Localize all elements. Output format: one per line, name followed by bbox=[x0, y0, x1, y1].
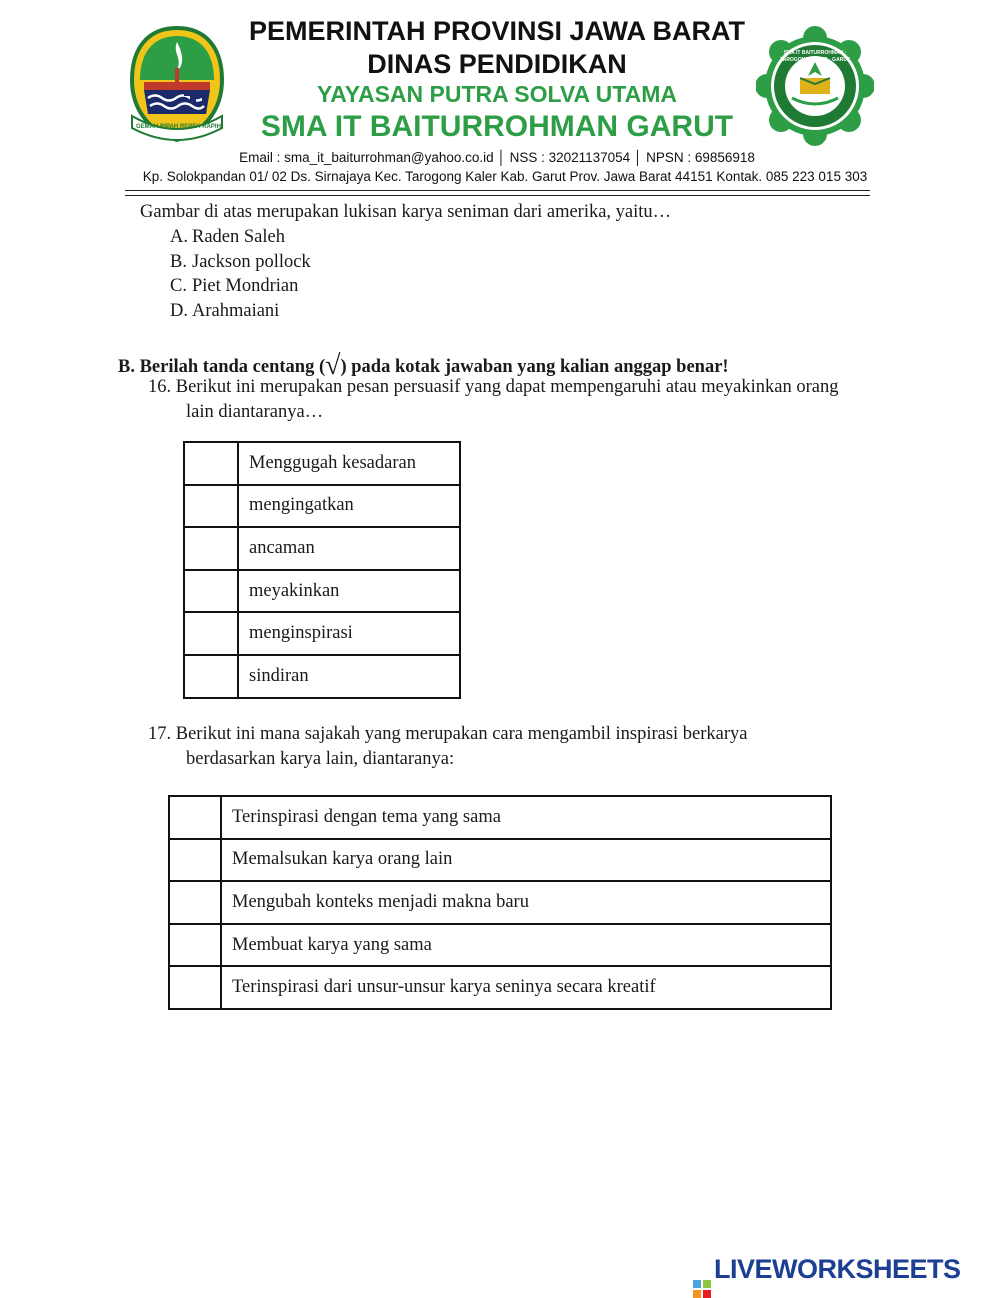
tile-e bbox=[703, 1290, 711, 1298]
letterhead-government: PEMERINTAH PROVINSI JAWA BARAT bbox=[248, 16, 746, 46]
answer-checkbox[interactable] bbox=[184, 655, 238, 698]
question-16-answer-table bbox=[183, 441, 461, 699]
question-17-prompt-cont: berdasarkan karya lain, diantaranya: bbox=[186, 749, 455, 769]
answer-checkbox[interactable] bbox=[169, 839, 221, 882]
answer-label: Menggugah kesadaran bbox=[238, 442, 460, 485]
question-15-prompt: Gambar di atas merupakan lukisan karya seniman dari amerika, yaitu… bbox=[140, 202, 672, 222]
section-b-title-end: ) pada kotak jawaban yang kalian anggap benar! bbox=[340, 357, 729, 377]
answer-label: Terinspirasi dengan tema yang sama bbox=[221, 796, 831, 839]
liveworksheets-wordmark: LIVEWORKSHEETS bbox=[714, 1254, 961, 1284]
letterhead-foundation: YAYASAN PUTRA SOLVA UTAMA bbox=[317, 81, 677, 107]
answer-label: sindiran bbox=[238, 655, 460, 698]
answer-label: Terinspirasi dari unsur-unsur karya seninya secara kreatif bbox=[221, 966, 831, 1009]
right-logo bbox=[756, 26, 874, 146]
letterhead-rule-thin bbox=[125, 195, 870, 196]
answer-row bbox=[184, 485, 460, 528]
answer-label: Mengubah konteks menjadi makna baru bbox=[221, 881, 831, 924]
tile-v bbox=[693, 1290, 701, 1298]
letterhead-school-name: SMA IT BAITURROHMAN GARUT bbox=[260, 110, 734, 143]
answer-label: Membuat karya yang sama bbox=[221, 924, 831, 967]
answer-checkbox[interactable] bbox=[169, 924, 221, 967]
answer-label: Memalsukan karya orang lain bbox=[221, 839, 831, 882]
answer-checkbox[interactable] bbox=[169, 881, 221, 924]
answer-row bbox=[169, 796, 831, 839]
liveworksheets-logo[interactable] bbox=[693, 1254, 961, 1298]
option-letter: C. bbox=[170, 276, 187, 296]
option-b[interactable] bbox=[170, 252, 311, 273]
question-16-prompt: 16. Berikut ini merupakan pesan persuasif yang dapat mempengaruhi atau meyakinkan orang bbox=[148, 377, 839, 397]
option-text: Jackson pollock bbox=[192, 252, 311, 272]
answer-row bbox=[184, 570, 460, 613]
option-text: Raden Saleh bbox=[192, 227, 285, 247]
option-text: Arahmaiani bbox=[192, 301, 280, 321]
letterhead-contact: Email : sma_it_baiturrohman@yahoo.co.id │ NSS : 32021137054 │ NPSN : 69856918 bbox=[239, 150, 755, 165]
option-c[interactable] bbox=[170, 276, 298, 297]
answer-checkbox[interactable] bbox=[184, 485, 238, 528]
answer-checkbox[interactable] bbox=[169, 966, 221, 1009]
answer-row bbox=[184, 655, 460, 698]
option-letter: B. bbox=[170, 252, 187, 272]
answer-checkbox[interactable] bbox=[184, 570, 238, 613]
option-letter: D. bbox=[170, 301, 188, 321]
answer-row bbox=[184, 527, 460, 570]
left-logo-ribbon-text: GEMAH RIPAH REPEH RAPIH bbox=[136, 124, 221, 130]
option-a[interactable] bbox=[170, 227, 285, 248]
right-logo-ring-text: SMA IT BAITURROHMAN · TAROGONG KALER · GARUT bbox=[780, 50, 850, 63]
liveworksheets-tiles-icon bbox=[693, 1280, 711, 1298]
answer-label: ancaman bbox=[238, 527, 460, 570]
answer-row bbox=[169, 881, 831, 924]
option-text: Piet Mondrian bbox=[192, 276, 299, 296]
answer-checkbox[interactable] bbox=[169, 796, 221, 839]
answer-label: meyakinkan bbox=[238, 570, 460, 613]
question-17-prompt: 17. Berikut ini mana sajakah yang merupakan cara mengambil inspirasi berkarya bbox=[148, 724, 748, 744]
letterhead-department: DINAS PENDIDIKAN bbox=[367, 49, 627, 79]
option-letter: A. bbox=[170, 227, 188, 247]
question-16-prompt-cont: lain diantaranya… bbox=[186, 402, 324, 422]
answer-row bbox=[169, 839, 831, 882]
option-d[interactable] bbox=[170, 301, 279, 322]
answer-row bbox=[184, 442, 460, 485]
answer-label: mengingatkan bbox=[238, 485, 460, 528]
answer-checkbox[interactable] bbox=[184, 442, 238, 485]
answer-label: menginspirasi bbox=[238, 612, 460, 655]
answer-row bbox=[169, 924, 831, 967]
answer-row bbox=[184, 612, 460, 655]
letterhead-address: Kp. Solokpandan 01/ 02 Ds. Sirnajaya Kec. Tarogong Kaler Kab. Garut Prov. Jawa Barat 44151 Kontak. 085 223 015 303 bbox=[142, 169, 868, 184]
checkmark-icon: √ bbox=[325, 350, 341, 381]
letterhead-rule-thick bbox=[125, 190, 870, 191]
tile-i bbox=[703, 1280, 711, 1288]
question-17-answer-table bbox=[168, 795, 832, 1010]
tile-l bbox=[693, 1280, 701, 1288]
section-b-title-start: B. Berilah tanda centang ( bbox=[118, 357, 326, 377]
answer-row bbox=[169, 966, 831, 1009]
answer-checkbox[interactable] bbox=[184, 612, 238, 655]
answer-checkbox[interactable] bbox=[184, 527, 238, 570]
